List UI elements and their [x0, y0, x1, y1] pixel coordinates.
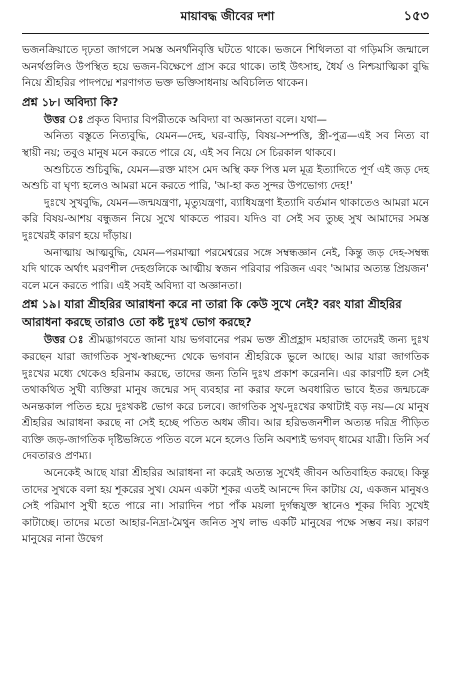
running-header — [22, 7, 429, 34]
answer-label: উত্তর ঃ — [44, 334, 85, 347]
paragraph-anatma: অনাত্মায় আত্মবুদ্ধি, যেমন—পরমাত্মা পরমেশ্বরের সঙ্গে সম্বন্ধজ্ঞান নেই, কিন্তু জড় দেহ-সম্বন্ধ যদি থাকে অর্থাৎ মরণশীল দেহগুলিকে আত্মীয় স্বজন পরিবার পরিজন এবং 'আমার অত্যন্ত প্রিয়জন' বলে মনে করতে পারি। এই সবই অবিদ্যা বা অজ্ঞানতা। — [22, 246, 429, 292]
paragraph-shukar: অনেকেই আছে যারা শ্রীহরির আরাধনা না করেই অত্যন্ত সুখেই জীবন অতিবাহিত করছে। কিন্তু তাদের সুখকে বলা হয় শূকরের সুখ। যেমন একটা শূকর এতই আনন্দে দিন কাটায় যে, একজন মানুষও সেই পরিমাণ সুখী হতে পারে না। সারাদিন পচা পাঁক ময়লা দুর্গন্ধযুক্ত স্থানেও শূকর দিব্যি সুখেই কাটাচ্ছে। তাদের মতো আহার-নিদ্রা-মৈথুন জনিত সুখ লাভ একটি মানুষের পক্ষে সম্ভব নয়। কারণ মানুষের নানা উদ্বেগ — [22, 467, 429, 546]
chapter-title: মায়াবদ্ধ জীবের দশা — [180, 9, 275, 23]
question-19: প্রশ্ন ১৯। যারা শ্রীহরির আরাধনা করে না তারা কি কেউ সুখে নেই? বরং যারা শ্রীহরির আরাধনা করছে তারাও তো কষ্ট দুঃখ ভোগ করছে? — [22, 297, 402, 330]
page-number: ১৫৩ — [403, 9, 429, 24]
answer-18-text: প্রকৃত বিদ্যার বিপরীতকে অবিদ্যা বা অজ্ঞানতা বলে। যথা— — [86, 113, 327, 126]
paragraph-bhajan: ভজনক্রিয়াতে দৃঢ়তা জাগলে সমস্ত অনর্থনিবৃত্তি ঘটতে থাকে। ভজনে শিথিলতা বা গড়িমসি জন্মালে অনর্থগুলিও উপস্থিত হয়ে ভজন-বিক্ষেপে গ্রাস করে থাকে। তাই উৎসাহ, ধৈর্য ও নিশ্চয়াত্মিকা বুদ্ধি নিয়ে শ্রীহরির পাদপদ্মে শরণাগত ভক্ত ভক্তিসাধনায় অবিচলিত থাকেন। — [22, 44, 429, 90]
paragraph-ashuchi: অশুচিতে শুচিবুদ্ধি, যেমন—রক্ত মাংস মেদ অস্থি কফ পিত্ত মল মূত্র ইত্যাদিতে পূর্ণ এই জড় দেহ অশুচি বা ঘৃণ্য হলেও আমরা মনে করতে পারি, 'আ-হা কত সুন্দর উপভোগ্য দেহ!' — [22, 163, 429, 193]
paragraph-anitya: অনিত্য বস্তুতে নিত্যবুদ্ধি, যেমন—দেহ, ঘর-বাড়ি, বিষয়-সম্পত্তি, স্ত্রী-পুত্র—এই সব নিত্য বা স্থায়ী নয়; তবুও মানুষ মনে করতে পারে যে, এই সব নিয়ে সে চিরকাল থাকবে। — [22, 130, 429, 159]
answer-19 — [22, 332, 429, 465]
paragraph-dukkha: দুঃখে সুখবুদ্ধি, যেমন—জন্মযন্ত্রণা, মৃত্যুযন্ত্রণা, ব্যাধিযন্ত্রণা ইত্যাদি বর্তমান থাকাতেও আমরা মনে করি বিষয়-আশয় বন্ধুজন নিয়ে সুখে থাকতে পারব। যদিও বা সেই সব তুচ্ছ সুখ আমাদের সমস্ত দুঃখেরই কারণ হয়ে দাঁড়ায়। — [22, 196, 429, 242]
answer-label: উত্তর ঃ — [44, 113, 84, 126]
answer-19-text: শ্রীমদ্ভাগবতে জানা যায় ভগবানের পরম ভক্ত শ্রীপ্রহ্লাদ মহারাজ তাদেরই জন্য দুঃখ করছেন যারা জাগতিক সুখ-স্বাচ্ছন্দ্যে থেকে ভগবান শ্রীহরিকে ভুলে আছে। আর যারা জাগতিক দুঃখের মধ্যে থেকেও হরিনাম করছে, তাদের জন্য তিনি দুঃখ প্রকাশ করেননি। এর কারণটি হল সেই তথাকথিত সুখী ব্যক্তিরা মানুষ জন্মের সদ্ ব্যবহার না করার ফলে অবধারিত ভাবে ইতর জন্মচক্রে অনন্তকাল পতিত হয়ে দুঃখকষ্ট ভোগ করে চলবে। জাগতিক সুখ-দুঃখের কথাটাই বড় নয়—যে মানুষ শ্রীহরির আরাধনা করছে না সেই হচ্ছে পতিত অধম জীব। আর হরিভজনশীল অত্যন্ত দরিদ্র পীড়িত ব্যক্তি জড়-জাগতিক দৃষ্টিভঙ্গিতে পতিত বলে মনে হলেও তিনি অবশ্যই ভগবদ্ ধামের যাত্রী। তিনি সর্ব দেবতারও প্রণম্য। — [22, 334, 429, 463]
question-18: প্রশ্ন ১৮। অবিদ্যা কি? — [22, 94, 119, 109]
answer-18 — [22, 112, 429, 129]
